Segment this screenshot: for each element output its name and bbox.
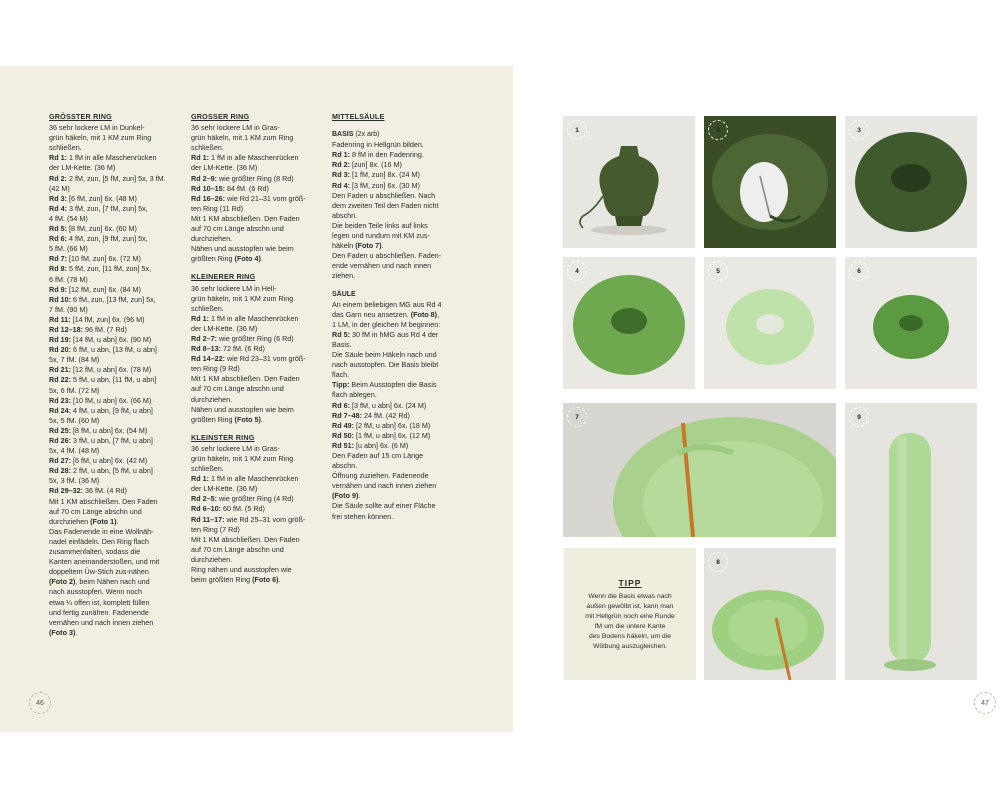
text-line: Rd 27: [6 fM, u abn] 6x. (42 M): [49, 456, 148, 466]
text-line: Öffnung zuziehen. Fadenende: [332, 471, 429, 481]
text-line: 4 fM. (54 M): [49, 213, 88, 223]
hook-closeup-image: [563, 403, 836, 537]
text-line: abschn.: [332, 210, 358, 220]
text-line: ten Ring (11 Rd): [191, 203, 244, 213]
text-column-1: [49, 112, 179, 638]
text-line: grün häkeln, mit 1 KM zum Ring: [191, 454, 294, 463]
text-line: Rd 8: 5 fM, zun, [11 fM, zun] 5x,: [49, 264, 152, 274]
page-number-left: 46: [29, 692, 51, 714]
text-line: schließen.: [191, 464, 224, 474]
text-line: Rd 51: [u abn] 6x. (6 M): [332, 440, 409, 450]
tipp-line: mit Hellgrün noch eine Runde: [585, 613, 675, 620]
photo-2: [704, 116, 836, 248]
text-line: Rd 4: [3 fM, zun] 6x. (30 M): [332, 180, 420, 190]
text-line: ende vernähen und nach innen: [332, 261, 432, 271]
text-line: schließen.: [49, 143, 82, 153]
text-line: Rd 11–17: wie Rd 25–31 vom größ-: [191, 514, 306, 524]
tipp-line: des Bodens häkeln, um die: [589, 633, 671, 640]
text-line: Die Säule sollte auf einer Fläche: [332, 501, 436, 511]
text-line: häkeln (Foto 7).: [332, 241, 384, 251]
text-line: Rd 28: 2 fM, u abn, [5 fM, u abn]: [49, 466, 153, 476]
subheading: SÄULE: [332, 290, 356, 298]
photo-label: 2: [708, 120, 728, 140]
text-line: Nähen und ausstopfen wie beim: [191, 404, 294, 414]
text-line: Rd 2–9: wie größter Ring (8 Rd): [191, 173, 294, 183]
text-line: durchziehen.: [191, 394, 233, 404]
text-line: Rd 11: [14 fM, zun] 6x. (96 M): [49, 314, 145, 324]
section-heading: GRÖSSTER RING: [49, 112, 112, 121]
text-line: Rd 14–22: wie Rd 23–31 vom größ-: [191, 354, 306, 364]
text-line: 5x, 5 fM. (60 M): [49, 415, 100, 425]
text-line: ten Ring (9 Rd): [191, 364, 240, 374]
text-line: Die beiden Teile links auf links: [332, 220, 428, 230]
text-line: (42 M): [49, 183, 70, 193]
text-line: Rd 6: 4 fM, zun, [9 fM, zun] 5x,: [49, 234, 148, 244]
text-line: Den Faden u abschließen. Nach: [332, 190, 436, 200]
text-line: der LM-Kette. (36 M): [191, 484, 258, 494]
photo-label: 6: [849, 261, 869, 281]
text-line: Mit 1 KM abschließen. Den Faden: [191, 534, 300, 544]
section-heading: GROSSER RING: [191, 112, 250, 121]
text-line: beim größten Ring (Foto 6).: [191, 575, 281, 585]
text-line: auf 70 cm Länge abschn und: [191, 544, 284, 554]
text-line: 36 sehr lockere LM in Dunkel-: [49, 123, 145, 133]
text-line: Rd 5: 30 fM in hMG aus Rd 4 der: [332, 329, 439, 339]
text-line: Rd 2: [zun] 8x. (16 M): [332, 160, 402, 170]
photo-9: [845, 403, 977, 680]
text-line: nach ausstopfen. Wenn noch: [49, 587, 142, 597]
section-heading: KLEINSTER RING: [191, 432, 255, 442]
text-line: Rd 6: [3 fM, u abn] 6x. (24 M): [332, 400, 427, 410]
photo-5: [704, 257, 836, 389]
text-line: Rd 3: [6 fM, zun] 6x. (48 M): [49, 193, 137, 203]
section-heading: MITTELSÄULE: [332, 112, 385, 121]
text-line: Rd 12–18: 96 fM. (7 Rd): [49, 324, 127, 334]
text-line: Rd 26: 3 fM, u abn, [7 fM, u abn]: [49, 436, 153, 445]
text-line: flach.: [332, 370, 350, 380]
text-line: Rd 49: [2 fM, u abn] 6x. (18 M): [332, 420, 431, 430]
text-line: Rd 22: 5 fM, u abn, [11 fM, u abn]: [49, 375, 157, 385]
page-number-right: 47: [974, 692, 996, 714]
text-line: Nähen und ausstopfen wie beim: [191, 244, 294, 254]
column-image: [845, 403, 977, 680]
text-line: (Foto 2), beim Nähen nach und: [49, 577, 150, 587]
text-line: durchziehen.: [191, 554, 233, 564]
text-line: schließen.: [191, 303, 224, 313]
text-line: Rd 50: [1 fM, u abn] 6x. (12 M): [332, 430, 431, 440]
text-line: auf 70 cm Länge abschn und: [191, 224, 284, 234]
photo-label: 3: [849, 120, 869, 140]
text-line: Rd 10–15: 84 fM. (6 Rd): [191, 183, 269, 193]
text-line: frei stehen können.: [332, 511, 394, 521]
text-line: 5 fM. (66 M): [49, 244, 88, 254]
text-column-2: [191, 112, 316, 585]
text-line: flach ablegen.: [332, 390, 377, 400]
text-line: Rd 8–13: 72 fM. (6 Rd): [191, 344, 265, 354]
photo-6: [845, 257, 977, 389]
text-line: 7 fM. (90 M): [49, 304, 88, 314]
text-line: größten Ring (Foto 4).: [191, 254, 263, 264]
text-line: Rd 24: 4 fM, u abn, [9 fM, u abn]: [49, 405, 153, 415]
text-line: Die Säule beim Häkeln nach und: [332, 350, 437, 360]
tipp-line: fM um die untere Kante: [594, 623, 666, 630]
text-line: Rd 2–5: wie größter Ring (4 Rd): [191, 494, 294, 504]
text-column-3: [332, 112, 460, 522]
text-line: zusammenfalten, sodass die: [49, 547, 141, 557]
text-line: grün häkeln, mit 1 KM zum Ring: [191, 293, 294, 303]
text-line: Kanten aneinanderstoßen, und mit: [49, 557, 160, 567]
text-line: und fertig zunähen. Fadenende: [49, 607, 149, 617]
text-line: Rd 4: 3 fM, zun, [7 fM, zun] 5x,: [49, 203, 148, 213]
text-line: Rd 23: [10 fM, u abn] 6x. (66 M): [49, 395, 152, 405]
photo-label: 9: [849, 407, 869, 427]
text-line: das Garn neu ansetzen. (Foto 8),: [332, 309, 440, 319]
text-line: An einem beliebigen MG aus Rd 4: [332, 299, 442, 309]
text-line: etwa ¼ offen ist, komplett füllen: [49, 597, 150, 607]
photo-4: [563, 257, 695, 389]
text-line: 36 sehr lockere LM in Hell-: [191, 283, 277, 293]
text-line: Rd 29–32: 36 fM. (4 Rd): [49, 486, 127, 496]
text-line: Rd 10: 6 fM, zun, [13 fM, zun] 5x,: [49, 294, 156, 304]
text-line: Rd 16–26: wie Rd 21–31 vom größ-: [191, 193, 306, 203]
text-line: legen und rundum mit KM zus-: [332, 231, 430, 241]
text-line: Ring nähen und ausstopfen wie: [191, 565, 292, 575]
text-line: Tipp: Beim Ausstopfen die Basis: [332, 380, 437, 390]
text-line: dem zweiten Teil den Faden nicht: [332, 200, 439, 210]
text-line: 36 sehr lockere LM in Gras-: [191, 123, 280, 133]
text-line: ziehen.: [332, 271, 356, 281]
text-line: auf 70 cm Länge abschn und: [49, 506, 142, 516]
tipp-line: Wenn die Basis etwas nach: [588, 593, 672, 600]
text-line: 5x, 6 fM. (72 M): [49, 385, 100, 395]
subheading: BASIS (2x arb): [332, 131, 380, 139]
text-line: (Foto 9).: [332, 491, 361, 501]
section-heading: KLEINERER RING: [191, 272, 256, 282]
text-line: Mit 1 KM abschließen. Den Faden: [191, 213, 300, 223]
text-line: 6 fM. (78 M): [49, 274, 88, 284]
text-line: Rd 19: [14 fM, u abn] 6x. (90 M): [49, 335, 152, 345]
text-line: Mit 1 KM abschließen. Den Faden: [191, 374, 300, 384]
text-line: Rd 20: 6 fM, u abn, [13 fM, u abn]: [49, 345, 157, 355]
text-line: Rd 1: 8 fM in den Fadenring.: [332, 150, 424, 160]
text-line: der LM-Kette. (36 M): [191, 323, 258, 333]
photo-label: 1: [567, 120, 587, 140]
text-line: nadel einfädeln. Den Ring flach: [49, 536, 149, 546]
text-line: Rd 2–7: wie größter Ring (6 Rd): [191, 333, 294, 343]
text-line: Rd 2: 2 fM, zun, [5 fM, zun] 5x, 3 fM.: [49, 173, 166, 183]
text-line: schließen.: [191, 143, 224, 153]
text-line: grün häkeln, mit 1 KM zum Ring: [49, 133, 152, 143]
text-line: vernähen und nach innen ziehen: [332, 481, 437, 491]
text-line: Rd 6–10: 60 fM. (5 Rd): [191, 504, 265, 514]
photo-label: 5: [708, 261, 728, 281]
text-line: durchziehen (Foto 1).: [49, 516, 119, 526]
text-line: Rd 1: 1 fM in alle Maschenrücken: [49, 153, 157, 163]
text-line: (Foto 3).: [49, 627, 78, 637]
text-line: Den Faden auf 15 cm Länge: [332, 451, 424, 460]
text-line: durchziehen.: [191, 234, 233, 244]
text-line: Rd 25: [8 fM, u abn] 6x. (54 M): [49, 425, 148, 435]
photo-label: 7: [567, 407, 587, 427]
photo-label: 8: [708, 552, 728, 572]
text-line: Das Fadenende in eine Wollnäh-: [49, 526, 154, 536]
tipp-title: TIPP: [618, 578, 642, 588]
text-line: ten Ring (7 Rd): [191, 524, 240, 534]
text-line: auf 70 cm Länge abschn und: [191, 384, 284, 394]
text-line: Rd 7–48: 24 fM. (42 Rd): [332, 410, 410, 420]
text-line: abschn.: [332, 461, 358, 471]
text-line: Rd 1: 1 fM in alle Maschenrücken: [191, 153, 299, 163]
text-line: Rd 5: [8 fM, zun] 6x. (60 M): [49, 224, 137, 234]
text-line: Rd 7: [10 fM, zun] 6x. (72 M): [49, 254, 141, 264]
text-line: Rd 3: [1 fM, zun] 8x. (24 M): [332, 170, 420, 180]
text-line: 1 LM, in der gleichen M beginnen:: [332, 319, 441, 329]
photo-1: [563, 116, 695, 248]
tipp-line: Wölbung auszugleichen.: [592, 643, 668, 650]
tipp-line: außen gewölbt ist, kann man: [586, 603, 674, 610]
photo-7: [563, 403, 836, 537]
tipp-box: [564, 548, 696, 680]
text-line: grün häkeln, mit 1 KM zum Ring: [191, 133, 294, 143]
text-line: Rd 21: [12 fM, u abn] 6x. (78 M): [49, 365, 152, 375]
text-line: nach ausstopfen. Die Basis bleibt: [332, 360, 439, 370]
text-line: Fadenring in Hellgrün bilden.: [332, 140, 424, 150]
text-line: Rd 1: 1 fM in alle Maschenrücken: [191, 474, 299, 484]
photo-3: [845, 116, 977, 248]
text-line: 5x, 3 fM. (36 M): [49, 476, 100, 486]
tipp-text: [572, 592, 688, 652]
text-line: 5x, 4 fM. (48 M): [49, 446, 100, 456]
photo-8: [704, 548, 836, 680]
text-line: der LM-Kette. (36 M): [49, 163, 116, 173]
text-line: Rd 9: [12 fM, zun] 6x. (84 M): [49, 284, 141, 294]
text-line: Rd 1: 1 fM in alle Maschenrücken: [191, 313, 299, 323]
text-line: Den Faden u abschließen. Faden-: [332, 251, 442, 261]
text-line: Mit 1 KM abschließen. Den Faden: [49, 496, 158, 506]
text-line: vernähen und nach innen ziehen: [49, 617, 154, 627]
text-line: 5x, 7 fM. (84 M): [49, 355, 100, 365]
text-line: Basis.: [332, 339, 352, 349]
text-line: doppeltem Üw-Stich zus-nähen: [49, 567, 149, 577]
photo-label: 4: [567, 261, 587, 281]
text-line: größten Ring (Foto 5).: [191, 414, 263, 424]
text-line: 36 sehr lockere LM in Gras-: [191, 443, 280, 453]
text-line: der LM-Kette. (36 M): [191, 163, 258, 173]
